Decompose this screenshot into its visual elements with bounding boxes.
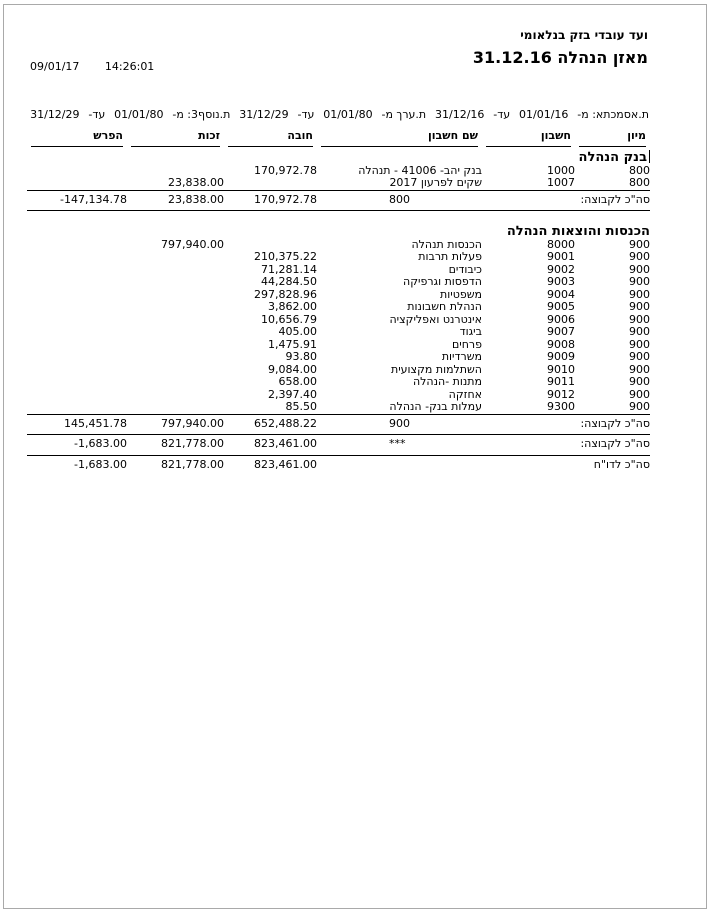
account-name-cell: משפטיות: [440, 287, 482, 301]
debit-cell-value: 405.00: [278, 325, 317, 338]
total-group-code: ***: [317, 435, 482, 456]
account-name-cell: הכנסות תנהלה: [411, 237, 482, 251]
debit-cell-value: 170,972.78: [254, 192, 317, 206]
credit-cell-value: 797,940.00: [161, 416, 224, 430]
account-cell: 9009: [547, 350, 575, 363]
credit-cell: [127, 339, 224, 352]
diff-cell: [27, 251, 127, 264]
col-header-account: חשבון: [482, 130, 575, 147]
account-name-cell: אחזקה: [448, 387, 482, 401]
account-name-cell: הנהלת חשבונות: [407, 300, 482, 313]
filter-extra-date-label: ת.נוסף3: מ-: [172, 108, 231, 121]
account-name-cell: שקים לפרעון 2017: [389, 176, 482, 189]
debit-cell-value: 297,828.96: [254, 287, 317, 301]
filter-doc-date-to: 31/12/16: [435, 108, 485, 121]
credit-cell: [127, 276, 224, 289]
debit-cell-value: 93.80: [285, 350, 317, 363]
credit-cell: [127, 414, 224, 435]
debit-cell: [224, 190, 317, 211]
diff-cell: [27, 301, 127, 314]
diff-cell: [27, 177, 127, 190]
filter-extra-date-to-label: עד-: [88, 108, 106, 121]
sort-cell: 900: [629, 337, 650, 351]
sort-cell: 900: [629, 325, 650, 338]
sort-cell: 900: [629, 387, 650, 401]
credit-cell: [127, 376, 224, 389]
print-datetime: [30, 60, 176, 73]
diff-cell: [27, 239, 127, 252]
account-name-cell: כיבודים: [448, 262, 482, 276]
credit-cell: [127, 401, 224, 414]
sort-cell: 800: [629, 163, 650, 177]
account-cell: 9012: [547, 387, 575, 401]
credit-cell: [127, 177, 224, 190]
diff-cell: [27, 389, 127, 402]
account-name-cell: אינטרנט ואפליקציה: [389, 312, 482, 326]
credit-cell-value: 23,838.00: [168, 192, 224, 206]
diff-cell: [27, 339, 127, 352]
diff-cell: [27, 165, 127, 178]
diff-cell-value: 145,451.78: [64, 416, 127, 430]
sort-cell: 900: [629, 312, 650, 326]
total-group-code: 800: [317, 190, 482, 211]
table-header-row: [27, 130, 650, 147]
sort-cell: 900: [629, 287, 650, 301]
credit-cell: [127, 289, 224, 302]
credit-cell: [127, 264, 224, 277]
filter-doc-date-from: 01/01/16: [519, 108, 569, 121]
section-title-label: בנק הנהלה: [578, 149, 647, 165]
account-cell: 9002: [547, 262, 575, 276]
credit-cell: [127, 326, 224, 339]
debit-cell-value: 9,084.00: [268, 362, 317, 376]
table-row: [27, 351, 650, 364]
diff-cell: [27, 401, 127, 414]
credit-cell: [127, 190, 224, 211]
credit-cell-value: 821,778.00: [161, 437, 224, 450]
account-cell: 9011: [547, 375, 575, 388]
filter-extra-date-to: 31/12/29: [30, 108, 80, 121]
diff-cell: [27, 455, 127, 475]
credit-cell-value: 797,940.00: [161, 237, 224, 251]
sort-cell: 900: [629, 250, 650, 263]
debit-cell: [224, 177, 317, 190]
account-name-cell: ביגוד: [459, 325, 482, 338]
credit-cell: [127, 364, 224, 377]
diff-cell: [27, 414, 127, 435]
date-filter-row: [30, 108, 649, 121]
sort-cell: 900: [629, 375, 650, 388]
account-name-cell: משרדיות: [441, 350, 482, 363]
diff-cell: [27, 376, 127, 389]
account-cell: 9006: [547, 312, 575, 326]
table-row: [27, 276, 650, 289]
debit-cell-value: 823,461.00: [254, 457, 317, 471]
sort-cell: 900: [629, 400, 650, 413]
debit-cell: [224, 165, 317, 178]
debit-cell: [224, 401, 317, 414]
section-gap: [27, 211, 650, 221]
debit-cell-value: 44,284.50: [261, 275, 317, 288]
account-name-cell: מתנות -הנהלה: [412, 375, 482, 388]
account-name-cell: פעלות תרבות: [418, 250, 482, 263]
total-group-code: [317, 455, 482, 475]
account-cell: 9008: [547, 337, 575, 351]
print-time: 14:26:01: [104, 60, 155, 73]
section-title-row: [27, 221, 650, 239]
col-header-diff: הפרש: [27, 130, 127, 147]
balance-table: [27, 130, 650, 475]
gap-cell: [27, 211, 650, 221]
debit-cell: [224, 435, 317, 456]
filter-extra-date-from: 01/01/80: [114, 108, 164, 121]
account-name-cell: בנק יהב- 41006 - תנהלה: [358, 163, 482, 177]
account-name-cell: פרחים: [451, 337, 482, 351]
account-cell: 8000: [547, 237, 575, 251]
org-name: ועד עובדי בזק בנלאומי: [520, 28, 648, 42]
sort-cell: 900: [629, 262, 650, 276]
filter-value-date-label: ת.ערך מ-: [381, 108, 427, 121]
table-row: [27, 376, 650, 389]
section-title: [27, 221, 650, 239]
account-name-cell: עמלות בנק- הנהלה: [389, 400, 482, 413]
account-cell: 9003: [547, 275, 575, 288]
diff-cell: [27, 289, 127, 302]
account-name-cell: השתלמות מקצועית: [390, 362, 482, 376]
sort-cell: 900: [629, 237, 650, 251]
col-header-credit: זכות: [127, 130, 224, 147]
diff-cell: [27, 435, 127, 456]
total-label: סה"כ לדו"ח: [593, 457, 650, 471]
diff-cell: [27, 364, 127, 377]
credit-cell-value: 23,838.00: [168, 176, 224, 189]
diff-cell: [27, 351, 127, 364]
account-cell: 9300: [547, 400, 575, 413]
diff-cell-value: -1,683.00: [74, 457, 127, 471]
diff-cell: [27, 326, 127, 339]
debit-cell-value: 658.00: [278, 375, 317, 388]
credit-cell: [127, 251, 224, 264]
account-cell: 9001: [547, 250, 575, 263]
filter-value-date-to: 31/12/29: [239, 108, 289, 121]
credit-cell: [127, 301, 224, 314]
total-label: סה"כ לקבוצה:: [482, 414, 650, 435]
debit-cell-value: 10,656.79: [261, 312, 317, 326]
debit-cell-value: 210,375.22: [254, 250, 317, 263]
table-row: [27, 326, 650, 339]
sort-cell: 900: [629, 350, 650, 363]
text-cursor: [649, 150, 650, 163]
account-cell: 1007: [547, 176, 575, 189]
credit-cell-value: 821,778.00: [161, 457, 224, 471]
col-header-debit: חובה: [224, 130, 317, 147]
credit-cell: [127, 351, 224, 364]
debit-cell-value: 3,862.00: [268, 300, 317, 313]
debit-cell-value: 85.50: [285, 400, 317, 413]
total-label: סה"כ לקבוצה:: [482, 190, 650, 211]
diff-cell-value: -147,134.78: [60, 192, 127, 206]
account-cell: 9007: [547, 325, 575, 338]
account-cell: 1000: [547, 163, 575, 177]
diff-cell: [27, 190, 127, 211]
account-cell: 9010: [547, 362, 575, 376]
col-header-sort: מיון: [575, 130, 650, 147]
debit-cell-value: 2,397.40: [268, 387, 317, 401]
table-row: [27, 301, 650, 314]
report-total-row: [27, 455, 650, 475]
credit-cell: [127, 314, 224, 327]
credit-cell: [127, 455, 224, 475]
debit-cell-value: 71,281.14: [261, 262, 317, 276]
diff-cell-value: -1,683.00: [74, 437, 127, 450]
filter-value-date-to-label: עד-: [297, 108, 315, 121]
credit-cell: [127, 435, 224, 456]
credit-cell: [127, 389, 224, 402]
debit-cell: [224, 455, 317, 475]
filter-value-date-from: 01/01/80: [323, 108, 373, 121]
col-header-account-name: שם חשבון: [317, 130, 482, 147]
debit-cell-value: 1,475.91: [268, 337, 317, 351]
credit-cell: [127, 239, 224, 252]
group-total-row: [27, 190, 650, 211]
group-total-row: [27, 414, 650, 435]
diff-cell: [27, 314, 127, 327]
total-label: סה"כ לקבוצה:: [482, 435, 650, 456]
sort-cell: 900: [629, 275, 650, 288]
all-groups-total-row: [27, 435, 650, 456]
total-group-code: 900: [317, 414, 482, 435]
page-title: מאזן הנהלה 31.12.16: [472, 48, 648, 67]
filter-doc-date-to-label: עד-: [493, 108, 511, 121]
filter-doc-date-label: ת.אסמכתא: מ-: [577, 108, 649, 121]
sort-cell: 800: [629, 176, 650, 189]
section-title-label: הכנסות והוצאות הנהלה: [506, 223, 650, 239]
section-title-row: [27, 147, 650, 165]
table-row: [27, 401, 650, 414]
debit-cell-value: 652,488.22: [254, 416, 317, 430]
debit-cell: [224, 414, 317, 435]
diff-cell: [27, 276, 127, 289]
account-cell: 9004: [547, 287, 575, 301]
debit-cell-value: 823,461.00: [254, 437, 317, 450]
account-name-cell: הדפסות וגרפיקה: [403, 275, 482, 288]
sort-cell: 900: [629, 300, 650, 313]
table-body: [27, 147, 650, 476]
table-row: [27, 177, 650, 190]
table-row: [27, 251, 650, 264]
section-title: [27, 147, 650, 165]
diff-cell: [27, 264, 127, 277]
print-date: 09/01/17: [30, 60, 80, 73]
account-cell: 9005: [547, 300, 575, 313]
debit-cell-value: 170,972.78: [254, 163, 317, 177]
sort-cell: 900: [629, 362, 650, 376]
